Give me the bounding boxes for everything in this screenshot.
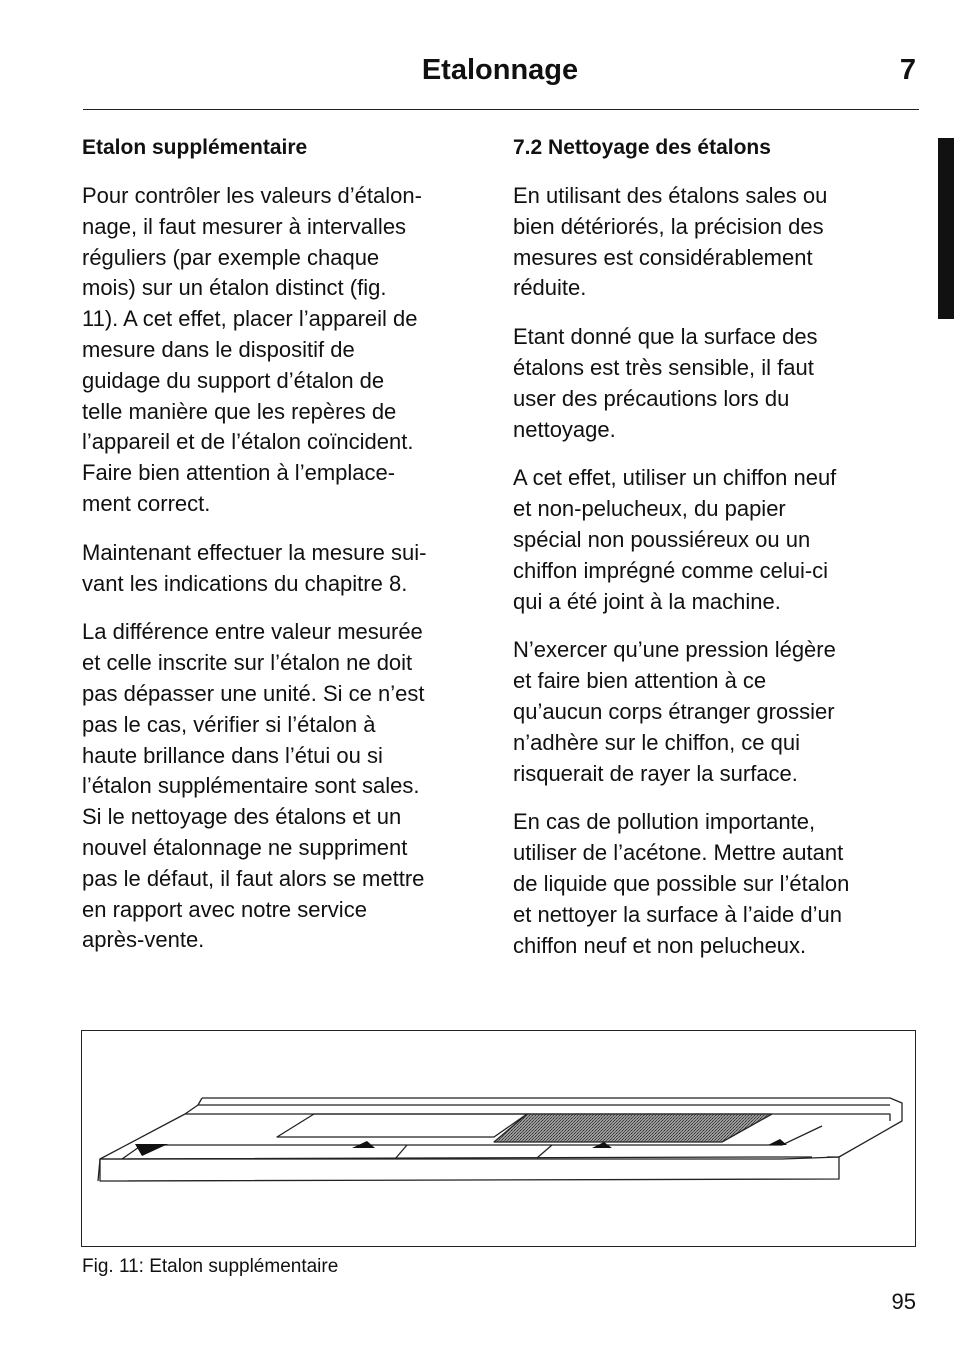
figure-caption: Fig. 11: Etalon supplémentaire [82, 1256, 339, 1277]
figure-frame [81, 1030, 916, 1247]
left-column [82, 133, 492, 974]
section-heading-cleaning: 7.2 Nettoyage des étalons [513, 136, 771, 159]
paragraph: A cet effet, utiliser un chiffon neuf et non-pelucheux, du papier spécial non poussiéreux ou un chiffon imprégné comme celui-ci qui a été joint à la machine. [513, 465, 837, 614]
paragraph: Etant donné que la surface des étalons est très sensible, il faut user des précautions lors du nettoyage. [513, 324, 818, 442]
chapter-thumb-tab [938, 138, 954, 319]
paragraph: La différence entre valeur mesurée et celle inscrite sur l’étalon ne doit pas dépasser une unité. Si ce n’est pas le cas, vérifier si l’étalon à haute brillance dans l’étui ou si l’étalon supplémentaire sont sales. Si le nettoyage des étalons et un nouvel étalonnage ne suppriment pas le défaut, il faut alors se mettre en rapport avec notre service après-vente. [82, 619, 425, 953]
right-column [513, 133, 923, 979]
paragraph: N’exercer qu’une pression légère et faire bien attention à ce qu’aucun corps étranger grossier n’adhère sur le chiffon, ce qui risquerait de rayer la surface. [513, 637, 836, 786]
page-title: Etalonnage [421, 54, 579, 86]
paragraph: En cas de pollution importante, utiliser de l’acétone. Mettre autant de liquide que possible sur l’étalon et nettoyer la surface à l’aide d’un chiffon neuf et non pelucheux. [513, 809, 850, 958]
page-number: 95 [891, 1289, 916, 1314]
paragraph: En utilisant des étalons sales ou bien détériorés, la précision des mesures est considérablement réduite. [513, 183, 828, 301]
chapter-number: 7 [899, 54, 916, 86]
paragraph: Maintenant effectuer la mesure sui- vant les indications du chapitre 8. [82, 539, 427, 596]
section-heading-extra-standard: Etalon supplémentaire [82, 136, 308, 159]
header-divider [83, 109, 919, 110]
paragraph: Pour contrôler les valeurs d’étalon- nage, il faut mesurer à intervalles réguliers (par exemple chaque mois) sur un étalon distinct (fig. 11). A cet effet, placer l’appareil de mesure dans le dispositif de guidage du support d’étalon de telle manière que les repères de l’appareil et de l’étalon coïncident. Faire bien attention à l’emplace- ment correct. [82, 183, 422, 516]
calibration-standard-holder-drawing-icon [82, 1031, 915, 1246]
